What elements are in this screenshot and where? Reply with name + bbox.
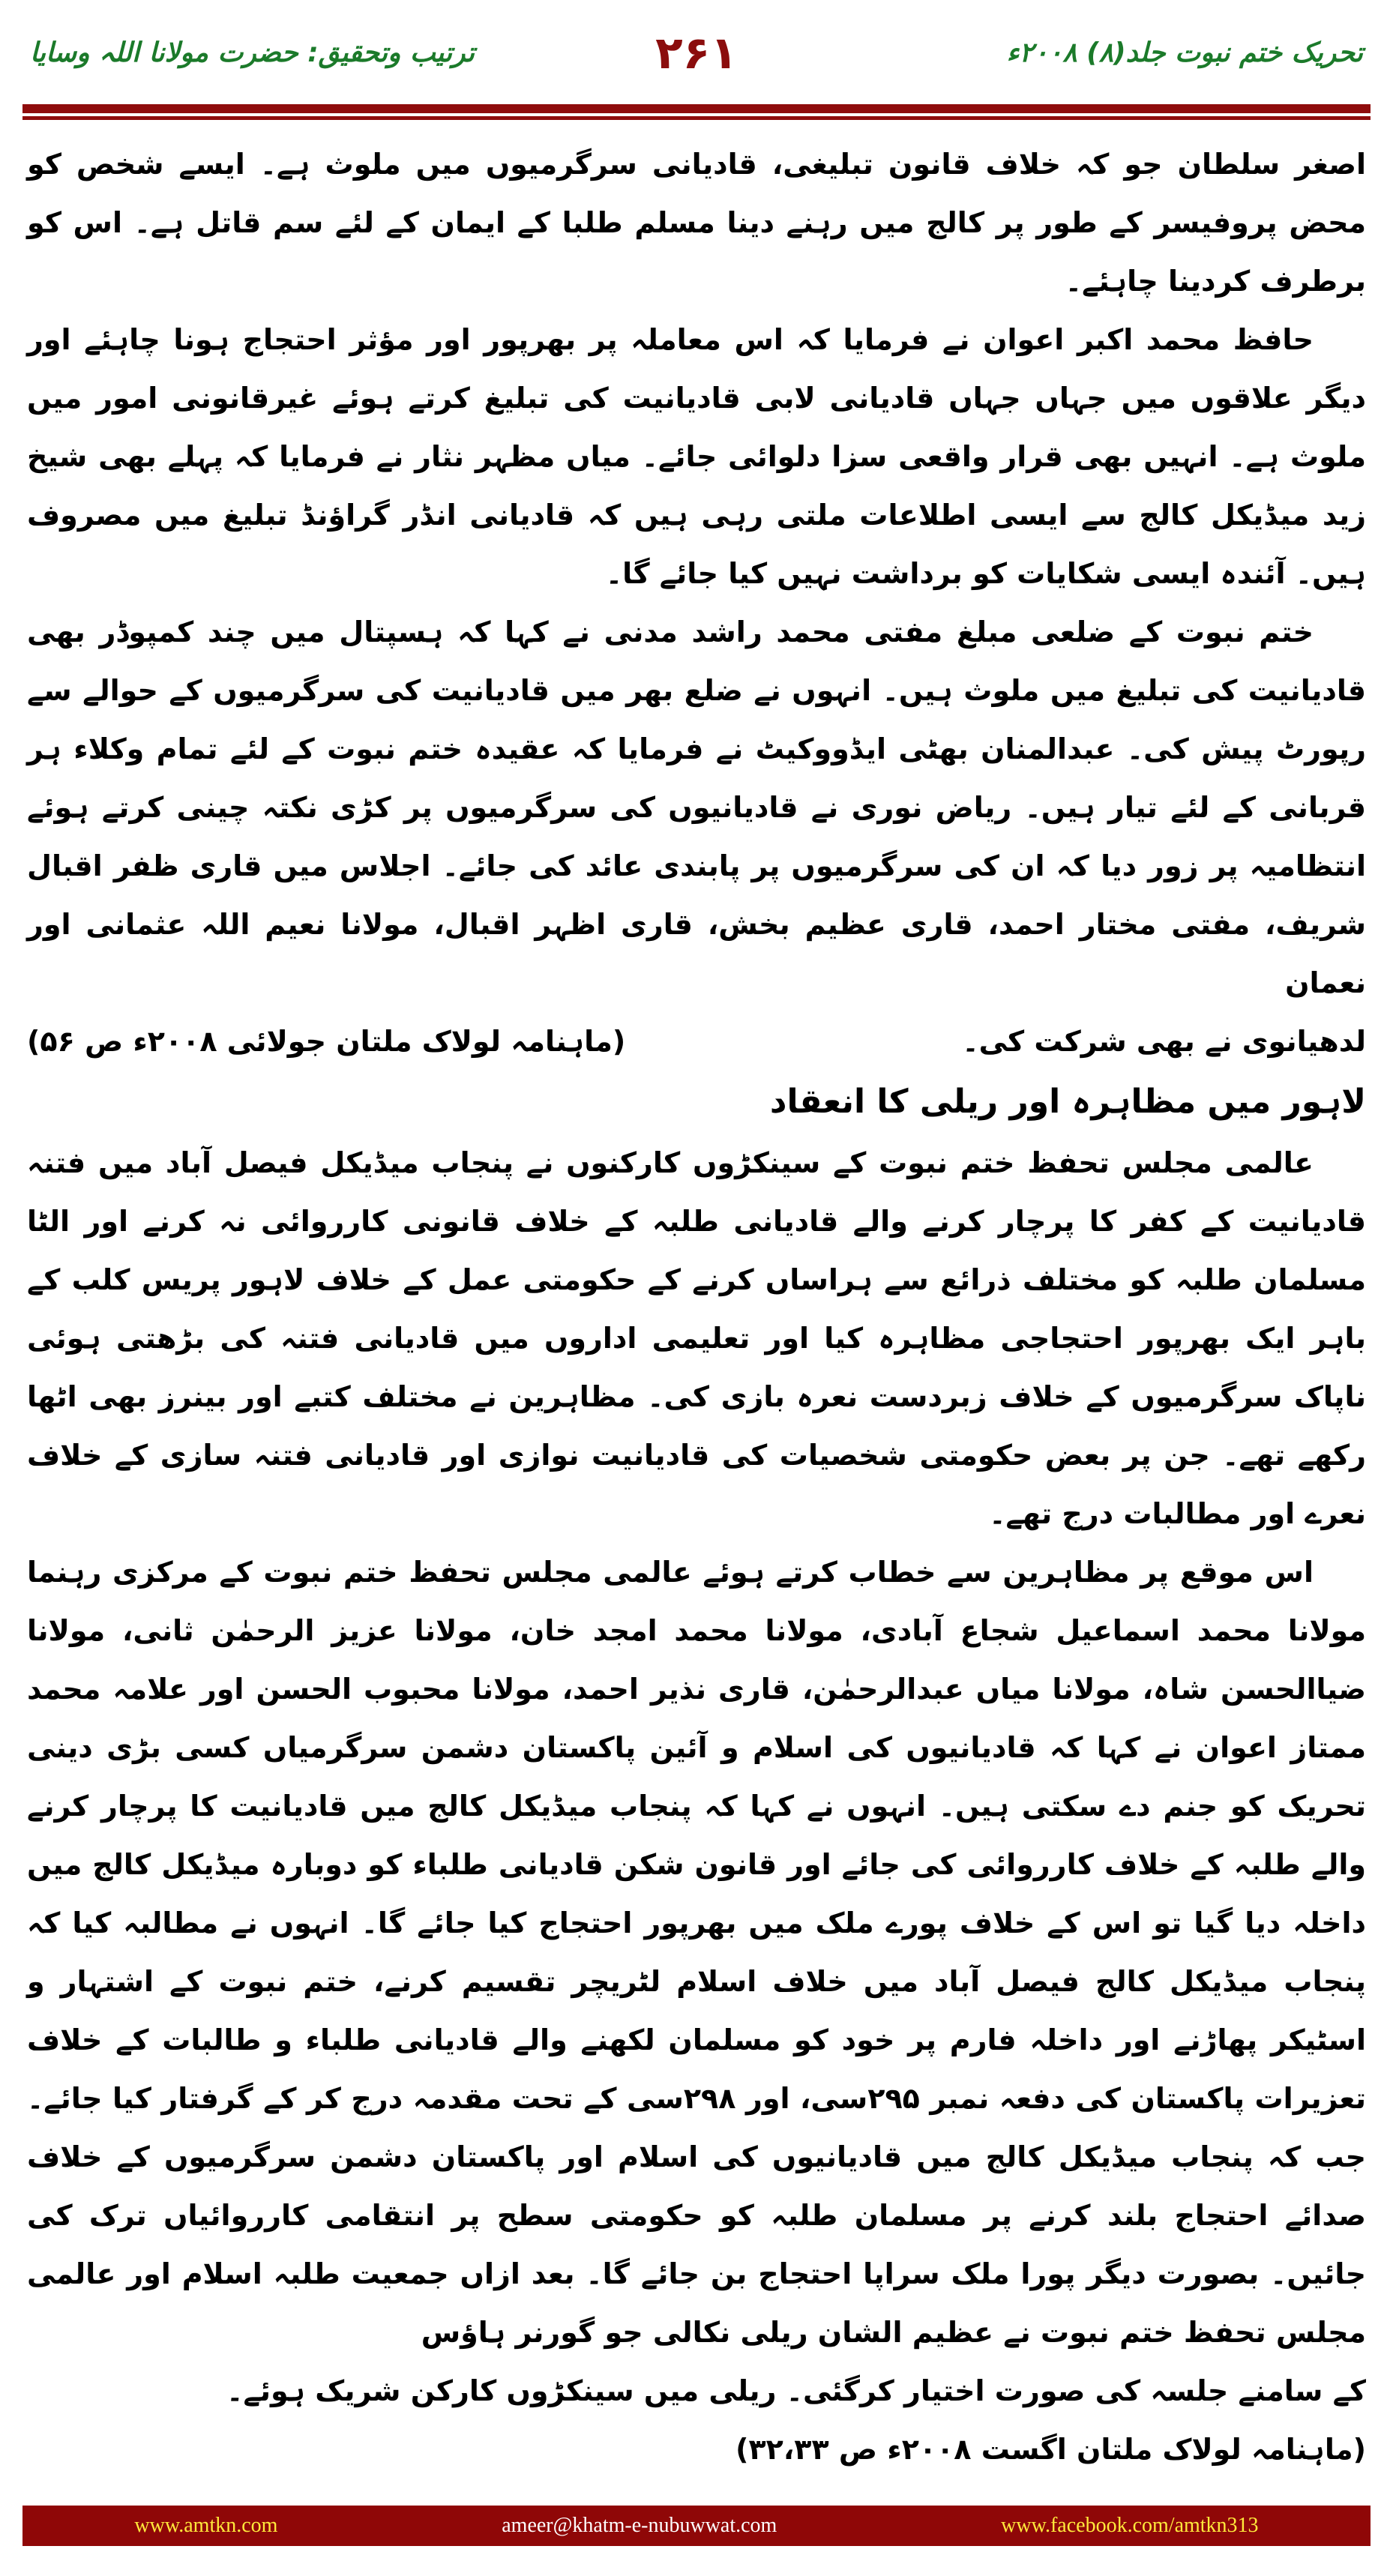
paragraph-last-line: لدھیانوی نے بھی شرکت کی۔ xyxy=(962,1025,1366,1058)
source-reference: (ماہنامہ لولاک ملتان جولائی ۲۰۰۸ء ص ۵۶) xyxy=(27,1025,626,1058)
section-heading: لاہور میں مظاہرہ اور ریلی کا انعقاد xyxy=(769,1083,1366,1121)
page-header xyxy=(22,22,1371,97)
header-rule-thick xyxy=(22,104,1371,113)
paragraph: اصغر سلطان جو کہ خلاف قانون تبلیغی، قادیانی سرگرمیوں میں ملوث ہے۔ ایسے شخص کو محض پروفیسر کے طور پر کالج میں رہنے دینا مسلم طلبا کے ایمان کے لئے سم قاتل ہے۔ اس کو برطرف کردینا چاہئے۔ xyxy=(27,148,1366,298)
paragraph: حافظ محمد اکبر اعوان نے فرمایا کہ اس معاملہ پر بھرپور اور مؤثر احتجاج ہونا چاہئے اور دیگر علاقوں میں جہاں جہاں قادیانی لابی قادیانیت کی تبلیغ کرتے ہوئے غیرقانونی امور میں ملوث ہے۔ انہیں بھی قرار واقعی سزا دلوائی جائے۔ میاں مظہر نثار نے فرمایا کہ پہلے بھی شیخ زید میڈیکل کالج سے ایسی اطلاعات ملتی رہی ہیں کہ قادیانی انڈر گراؤنڈ تبلیغ میں مصروف ہیں۔ آئندہ ایسی شکایات کو برداشت نہیں کیا جائے گا۔ xyxy=(27,323,1366,590)
facebook-link[interactable]: www.facebook.com/amtkn313 xyxy=(1001,2514,1259,2537)
paragraph-last-line: کے سامنے جلسہ کی صورت اختیار کرگئی۔ ریلی میں سینکڑوں کارکن شریک ہوئے۔ xyxy=(226,2374,1366,2407)
paragraph: عالمی مجلس تحفظ ختم نبوت کے سینکڑوں کارکنوں نے پنجاب میڈیکل فیصل آباد میں فتنہ قادیانیت کے کفر کا پرچار کرنے والے قادیانی طلبہ کے خلاف قانونی کارروائی نہ کرنے اور الٹا مسلمان طلبہ کو مختلف ذرائع سے ہراساں کرنے کے حکومتی عمل کے خلاف لاہور پریس کلب کے باہر ایک بھرپور احتجاجی مظاہرہ کیا اور تعلیمی اداروں میں قادیانی فتنہ کی بڑھتی ہوئی ناپاک سرگرمیوں کے خلاف زبردست نعرہ بازی کی۔ مظاہرین نے مختلف کتبے اور بینرز بھی اٹھا رکھے تھے۔ جن پر بعض حکومتی شخصیات کی قادیانیت نوازی اور قادیانی فتنہ سازی کے خلاف نعرے اور مطالبات درج تھے۔ xyxy=(27,1146,1366,1530)
compiler-credit: ترتیب وتحقیق: حضرت مولانا اللہ وسایا xyxy=(30,37,475,68)
page-body xyxy=(27,135,1366,2479)
paragraph-end-with-reference xyxy=(27,2362,1366,2479)
paragraph: اس موقع پر مظاہرین سے خطاب کرتے ہوئے عالمی مجلس تحفظ ختم نبوت کے مرکزی رہنما مولانا محمد اسماعیل شجاع آبادی، مولانا محمد امجد خان، مولانا عزیز الرحمٰن ثانی، مولانا ضیاالحسن شاہ، مولانا میاں عبدالرحمٰن، قاری نذیر احمد، مولانا محبوب الحسن اور علامہ محمد ممتاز اعوان نے کہا کہ قادیانیوں کی اسلام و آئین پاکستان دشمن سرگرمیاں کسی بڑی دینی تحریک کو جنم دے سکتی ہیں۔ انہوں نے کہا کہ پنجاب میڈیکل کالج میں قادیانیت کا پرچار کرنے والے طلبہ کے خلاف کارروائی کی جائے اور قانون شکن قادیانی طلباء کو دوبارہ میڈیکل کالج میں داخلہ دیا گیا تو اس کے خلاف پورے ملک میں بھرپور احتجاج کیا جائے گا۔ انہوں نے مطالبہ کیا کہ پنجاب میڈیکل کالج فیصل آباد میں خلاف اسلام لٹریچر تقسیم کرنے، ختم نبوت کے اشتہار و اسٹیکر پھاڑنے اور داخلہ فارم پر خود کو مسلمان لکھنے والے قادیانی طلباء و طالبات کے خلاف تعزیرات پاکستان کی دفعہ نمبر ۲۹۵سی، اور ۲۹۸سی کے تحت مقدمہ درج کر کے گرفتار کیا جائے۔ جب کہ پنجاب میڈیکل کالج میں قادیانیوں کی اسلام اور پاکستان دشمن سرگرمیوں کے خلاف صدائے احتجاج بلند کرنے پر مسلمان طلبہ کو حکومتی سطح پر انتقامی کارروائیاں ترک کی جائیں۔ بصورت دیگر پورا ملک سراپا احتجاج بن جائے گا۔ بعد ازاں جمعیت طلبہ اسلام اور عالمی مجلس تحفظ ختم نبوت نے عظیم الشان ریلی نکالی جو گورنر ہاؤس xyxy=(27,1556,1366,2349)
email-link[interactable]: ameer@khatm-e-nubuwwat.com xyxy=(502,2514,777,2537)
page-number: ۲۶۱ xyxy=(655,27,738,79)
source-reference: (ماہنامہ لولاک ملتان اگست ۲۰۰۸ء ص ۳۲،۳۳) xyxy=(735,2433,1366,2466)
paragraph: ختم نبوت کے ضلعی مبلغ مفتی محمد راشد مدنی نے کہا کہ ہسپتال میں چند کمپوڈر بھی قادیانیت کی تبلیغ میں ملوث ہیں۔ انہوں نے ضلع بھر میں قادیانیت کی سرگرمیوں کے حوالے سے رپورٹ پیش کی۔ عبدالمنان بھٹی ایڈووکیٹ نے فرمایا کہ عقیدہ ختم نبوت کے لئے تمام وکلاء ہر قربانی کے لئے تیار ہیں۔ ریاض نوری نے قادیانیوں کی سرگرمیوں پر کڑی نکتہ چینی کرتے ہوئے انتظامیہ پر زور دیا کہ ان کی سرگرمیوں پر پابندی عائد کی جائے۔ اجلاس میں قاری ظفر اقبال شریف، مفتی مختار احمد، قاری عظیم بخش، قاری اظہر اقبال، مولانا نعیم اللہ عثمانی اور نعمان xyxy=(27,616,1366,999)
paragraph-end-with-reference xyxy=(27,1012,1366,1071)
page-footer xyxy=(22,2506,1371,2546)
book-title: تحریک ختم نبوت جلد(۸) ۲۰۰۸ء xyxy=(1006,37,1363,68)
website-link[interactable]: www.amtkn.com xyxy=(134,2514,278,2537)
header-rule-thin xyxy=(22,116,1371,120)
